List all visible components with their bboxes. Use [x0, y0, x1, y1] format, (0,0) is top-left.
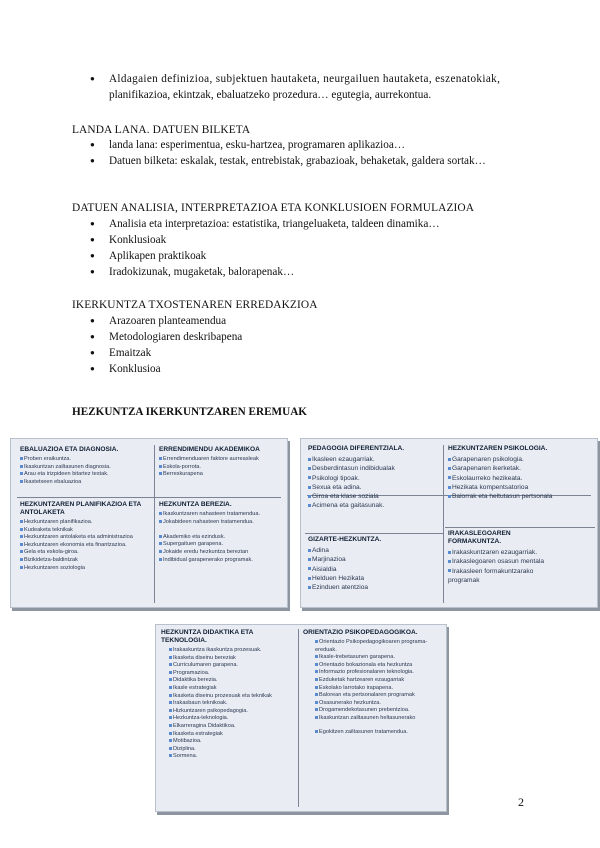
cell-item: Proben eraikuntza. — [20, 456, 151, 464]
cell-item: Diziplina. — [169, 746, 295, 754]
cell-item: Irakaskuntza ikaskuntza prozesuak. — [169, 647, 295, 655]
cell-item: Balorrak eta heltutasun pertsonala — [448, 492, 558, 501]
list-item: ● Konklusioa — [72, 361, 542, 377]
cell-item: Ikasketa estrategiak — [169, 731, 295, 739]
cell-item: Aisialdia — [308, 565, 440, 574]
cell-item: Berreskurapena — [159, 471, 281, 479]
section-heading-landa: LANDA LANA. DATUEN BILKETA — [72, 124, 251, 136]
cell-item: Irakasleen formakuntzarako programak — [448, 567, 534, 584]
cell-item: Ikasleen ezaugarriak. — [308, 455, 440, 464]
cell-item: Orientazio bokazionala eta hezkuntza — [315, 662, 427, 670]
cell-item: Psikologi tipoak. — [308, 474, 440, 483]
list-item: ● Arazoaren planteamendua — [72, 313, 542, 329]
grid-line — [443, 445, 444, 603]
cell-didaktika — [158, 627, 298, 809]
cell-item: Hizkuntzaren psikopedagogia. — [169, 708, 295, 716]
cell-item: Indibidual garapenerako programak. — [159, 557, 281, 565]
cell-item: Irakaskuntzaren ezaugarriak. — [448, 548, 592, 557]
cell-item: Ikasle-trebetasunen garapena. — [315, 654, 441, 662]
cell-item — [159, 526, 281, 534]
cell-irakaslegoa — [445, 527, 595, 603]
cell-ebaluazioa — [17, 444, 154, 497]
cell-item: Adina — [308, 546, 440, 555]
cell-item: Irakasbaun teknikoak. — [169, 700, 295, 708]
cell-item: Errendimenduaren faktore aurreasleak — [159, 456, 281, 464]
cell-item: Elkarreragina Didaktikoa. — [169, 723, 295, 731]
cell-item: Hezkuntzaren planifikazioa. — [20, 519, 151, 527]
cell-title: ERRENDIMENDU AKADEMIKOA — [159, 446, 260, 453]
table-right — [300, 438, 598, 608]
cell-item: Eskola-porrota. — [159, 464, 281, 472]
cell-item: Giroa eta klase soziala — [308, 492, 440, 501]
cell-title: IRAKASLEGOAREN FORMAKUNTZA. — [448, 530, 511, 545]
cell-planifikazioa — [17, 499, 154, 603]
cell-errendimendu — [156, 444, 284, 497]
cell-item: Hezkuntza-teknologia. — [169, 715, 295, 723]
cell-item: Irakaslegoaren osasun mentala — [448, 557, 592, 566]
cell-item: Ikasketa diseinu bereziak — [169, 655, 295, 663]
cell-item: Programazioa. — [169, 670, 295, 678]
cell-orientazio — [300, 627, 444, 809]
cell-item: Akademiko eta ezindusk. — [159, 534, 281, 542]
intro-list — [72, 71, 542, 103]
intro-line-1: Aldagaien definizioa, subjektuen hautaketa, neurgailuen hautaketa, eszenatokiak, — [109, 73, 501, 85]
cell-item: Ikaskuntzan zailtasunen heltasunerako — [315, 715, 425, 723]
cell-item: Curriculumaren garapena. — [169, 662, 295, 670]
cell-item: Bizikidetza-baldintzak — [20, 557, 151, 565]
cell-item: Helduen Hezikata — [308, 574, 440, 583]
section-list-txostena — [72, 313, 542, 377]
section-list-analisia — [72, 216, 542, 280]
cell-item: Ikaskuntzan zailtasunen diagnosia. — [20, 464, 151, 472]
section-heading-txostena: IKERKUNTZA TXOSTENAREN ERREDAKZIOA — [72, 299, 318, 311]
cell-item: Ezinduen atentzioa — [308, 583, 440, 592]
cell-gizarte — [305, 533, 443, 603]
cell-item: Orientazio Psikopedagogikoaren programa-ereduak. — [315, 639, 428, 653]
cell-item: Hezkuntzaren ekonomia eta finantzazioa. — [20, 542, 151, 550]
cell-item: Ikaskuntzaren nahasteen tratamendua. — [159, 511, 281, 519]
cell-item: Sexua eta adina. — [308, 483, 440, 492]
list-item: ● Konklusioak — [72, 232, 542, 248]
cell-title: ORIENTAZIO PSIKOPEDAGOGIKOA. — [303, 629, 418, 636]
grid-line — [17, 497, 281, 498]
cell-item: Garapenaren psikologia. — [448, 455, 592, 464]
cell-pedagogia — [305, 443, 443, 533]
cell-title: HEZKUNTZA BEREZIA. — [159, 501, 232, 508]
cell-berezia — [156, 499, 284, 603]
table-left — [10, 438, 288, 608]
cell-item: Drogamendekotasunen prebentzioa. — [315, 707, 441, 715]
areas-title: HEZKUNTZA IKERKUNTZAREN EREMUAK — [72, 406, 307, 418]
list-item: ● Iradokizunak, mugaketak, balorapenak… — [72, 264, 542, 280]
cell-title: HEZKUNTZAREN PLANIFIKAZIOA ETA ANTOLAKETA — [20, 501, 141, 516]
section-heading-analisia: DATUEN ANALISIA, INTERPRETAZIOA ETA KONKLUSIOEN FORMULAZIOA — [72, 202, 475, 214]
cell-item: Hezikata kompentsatorioa — [448, 483, 592, 492]
section-list-landa — [72, 137, 542, 169]
cell-item: Supergaituen garapena. — [159, 541, 281, 549]
cell-item: Egokitzen zailtasunen tratamendua. — [315, 729, 441, 737]
table-bottom — [155, 624, 447, 812]
list-item — [72, 71, 542, 103]
cell-item: Sormena. — [169, 753, 295, 761]
intro-line-2: planifikazioa, ekintzak, ebaluatzeko prozedura… egutegia, aurrekontua. — [109, 89, 432, 101]
cell-psikologia — [445, 443, 595, 527]
grid-line — [154, 445, 155, 603]
list-item: ● landa lana: esperimentua, esku-hartzea, programaren aplikazioa… — [72, 137, 542, 153]
cell-item: Ikasle estrategiak — [169, 685, 295, 693]
cell-item: Eskolaurreko hezikeata. — [448, 474, 592, 483]
cell-item: Balorean eta pertsonalaren programak — [315, 692, 441, 700]
cell-title: HEZKUNTZAREN PSIKOLOGIA. — [448, 445, 548, 452]
grid-line — [298, 629, 299, 807]
cell-item: Hezkuntzaren antolaketa eta administrazioa — [20, 534, 151, 542]
list-item: ● Emaitzak — [72, 345, 542, 361]
page-number: 2 — [518, 795, 524, 809]
cell-item: Desberdintasun indibidualak — [308, 464, 440, 473]
cell-title: GIZARTE-HEZKUNTZA. — [308, 536, 382, 543]
cell-title: PEDAGOGIA DIFERENTZIALA. — [308, 445, 405, 452]
cell-item: Jokaide eredu hezkuntza berezian — [159, 549, 281, 557]
cell-item: Hezkuntzaren soziologia — [20, 565, 151, 573]
cell-item: Didaktika berezia. — [169, 677, 295, 685]
cell-item: Osasunerako hezkuntza. — [315, 700, 441, 708]
cell-item: Jokabideen nahasteen tratamendua. — [159, 519, 281, 527]
cell-item: Gela eta eskola-giroa. — [20, 549, 151, 557]
cell-item: Acimena eta gaitasunak. — [308, 501, 440, 510]
cell-item: Motibazioa. — [169, 738, 295, 746]
cell-item: Marjinazioa — [308, 555, 440, 564]
cell-item: Ezduketak hartzearen ezaugarriak — [315, 677, 441, 685]
cell-item: Kudeaketa teknikak — [20, 527, 151, 535]
list-item: ● Metodologiaren deskribapena — [72, 329, 542, 345]
cell-item: Garapenaren ikerketak. — [448, 464, 592, 473]
cell-title: EBALUAZIOA ETA DIAGNOSIA. — [20, 446, 119, 453]
cell-item: Ikasketa diseinu prozesuak eta teknikak — [169, 693, 295, 701]
cell-item: Arau eta irizpideen bitartez testak. — [20, 471, 151, 479]
cell-item: Ikastetxeen ebaluazioa — [20, 479, 151, 487]
cell-item: Eskolako larrotako irapapena. — [315, 685, 441, 693]
cell-title: HEZKUNTZA DIDAKTIKA ETA TEKNOLOGIA. — [161, 629, 254, 644]
list-item: ● Datuen bilketa: eskalak, testak, entrebistak, grabazioak, behaketak, galdera sortak… — [72, 153, 542, 169]
cell-item: Informazio profesionalaren teknologia. — [315, 669, 425, 677]
list-item: ● Aplikapen praktikoak — [72, 248, 542, 264]
list-item: ● Analisia eta interpretazioa: estatistika, triangeluaketa, taldeen dinamika… — [72, 216, 542, 232]
